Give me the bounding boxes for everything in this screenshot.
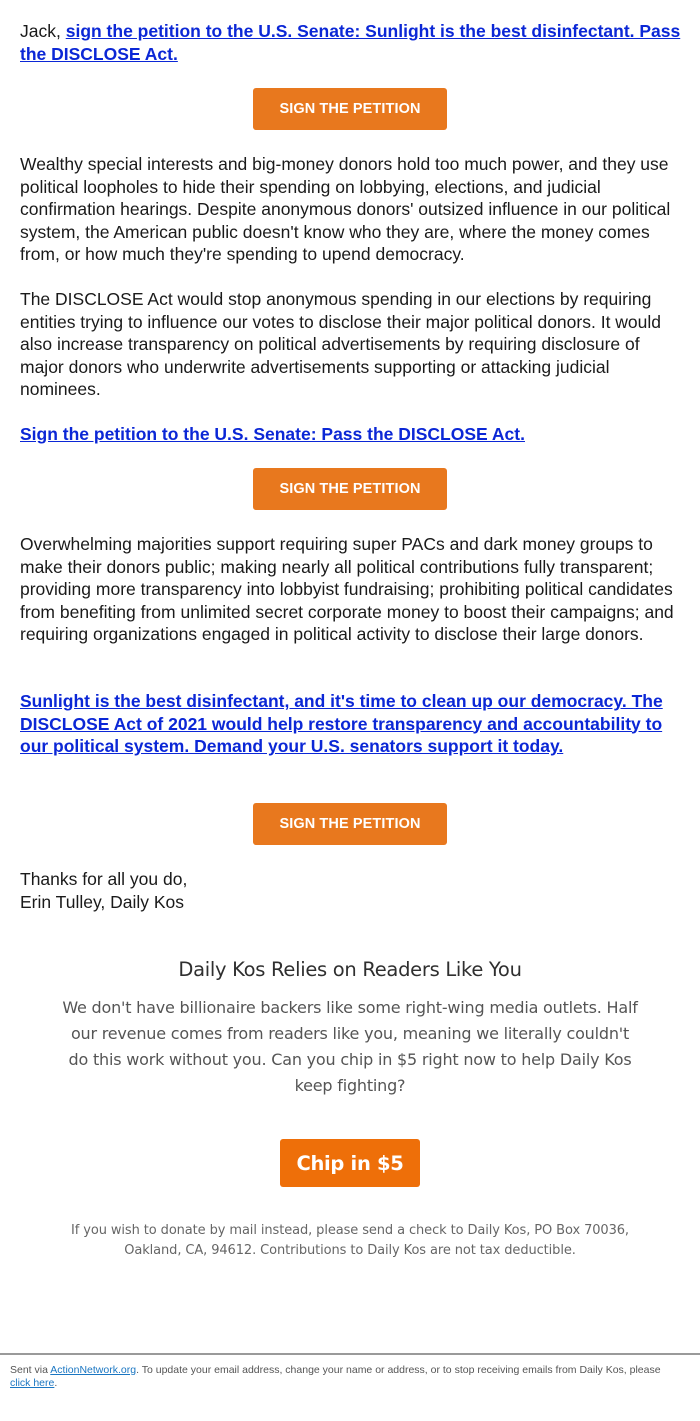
footer-text: . To update your email address, change your name or address, or to stop receiving emails from Daily Kos, please: [136, 1364, 661, 1376]
signoff: [20, 868, 682, 913]
body-paragraph-1: Wealthy special interests and big-money donors hold too much power, and they use political loopholes to hide their spending on lobbying, elections, and judicial confirmation hearings. Despite anonymous donors' outsized influence in our political system, the American public doesn't know who they are, where the money comes from, or how much they're spending to upend democracy.: [20, 154, 671, 264]
sign-petition-button-1[interactable]: SIGN THE PETITION: [253, 88, 447, 130]
petition-link-bottom-paragraph: [20, 690, 682, 758]
signoff-line-2: Erin Tulley, Daily Kos: [20, 891, 185, 912]
button-row-2: [20, 468, 680, 510]
footer-end: .: [54, 1377, 58, 1389]
petition-link-mid-paragraph: [20, 423, 682, 446]
petition-link-top[interactable]: sign the petition to the U.S. Senate: Sunlight is the best disinfectant. Pass the DISCLOSE Act.: [20, 21, 681, 64]
petition-link-bottom[interactable]: Sunlight is the best disinfectant, and it's time to clean up our democracy. The DISCLOSE Act of 2021 would help restore transparency and accountability to our political system. Demand your U.S. senators support it today.: [20, 691, 663, 756]
appeal-title: Daily Kos Relies on Readers Like You: [178, 958, 522, 981]
button-row-1: [20, 88, 680, 130]
unsubscribe-link[interactable]: click here: [10, 1377, 55, 1389]
donation-appeal: [0, 958, 700, 1261]
button-row-3: [20, 803, 680, 845]
signoff-line-1: Thanks for all you do,: [20, 869, 188, 889]
greeting-paragraph: [20, 20, 682, 65]
action-network-link[interactable]: ActionNetwork.org: [50, 1364, 137, 1376]
appeal-body: We don't have billionaire backers like some right-wing media outlets. Half our revenue comes from readers like you, meaning we literally couldn't do this work without you. Can you chip in $5 right now to help Daily Kos keep fighting?: [62, 998, 638, 1095]
chip-in-button[interactable]: Chip in $5: [280, 1139, 420, 1187]
sign-petition-button-2[interactable]: SIGN THE PETITION: [253, 468, 447, 510]
greeting-text: Jack,: [20, 21, 66, 41]
footer-divider: [0, 1353, 700, 1355]
sign-petition-button-3[interactable]: SIGN THE PETITION: [253, 803, 447, 845]
footer: [10, 1364, 680, 1390]
body-paragraph-2: The DISCLOSE Act would stop anonymous spending in our elections by requiring entities trying to influence our votes to disclose their major political donors. It would also increase transparency on political advertisements by requiring disclosure of major donors who underwrite advertisements supporting or attacking judicial nominees.: [20, 289, 662, 399]
body-paragraph-3: Overwhelming majorities support requiring super PACs and dark money groups to make their donors public; making nearly all political contributions fully transparent; providing more transparency into lobbyist fundraising; prohibiting political candidates from benefiting from unlimited secret corporate money to boost their campaigns; and requiring organizations engaged in political activity to disclose their large donors.: [20, 534, 674, 644]
petition-link-mid[interactable]: Sign the petition to the U.S. Senate: Pass the DISCLOSE Act.: [20, 424, 525, 444]
mail-donation-note: If you wish to donate by mail instead, please send a check to Daily Kos, PO Box 70036, Oakland, CA, 94612. Contributions to Daily Kos are not tax deductible.: [71, 1223, 629, 1258]
footer-sent-via: Sent via: [10, 1364, 51, 1376]
